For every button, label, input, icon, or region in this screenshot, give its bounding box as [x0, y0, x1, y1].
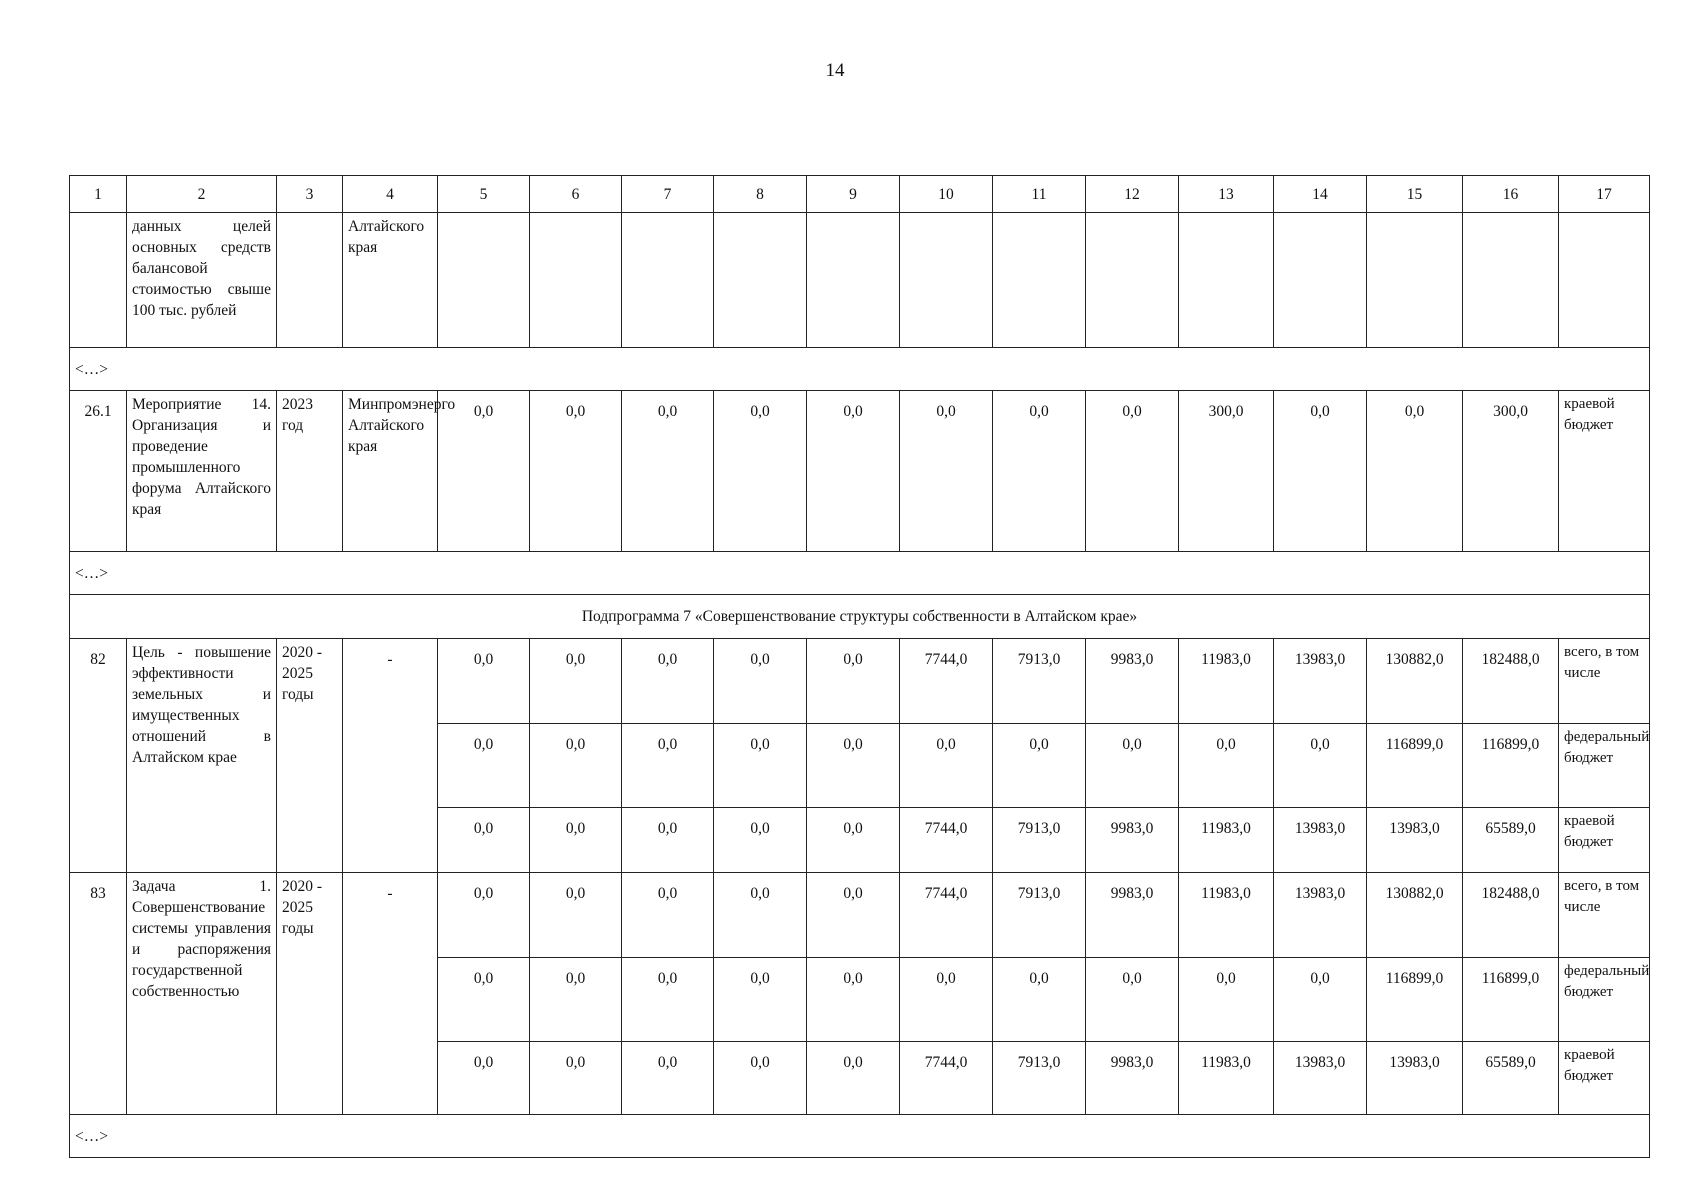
cell-num: 82: [70, 639, 127, 873]
cell-period: 2020 - 2025 годы: [277, 639, 343, 873]
cell-source: краевой бюджет: [1559, 808, 1650, 873]
cell-name: Задача 1. Совершенствование системы управления и распоряжения государственной собственностью: [127, 873, 277, 1115]
column-header: 10: [900, 176, 993, 213]
cell-value: 0,0: [993, 391, 1086, 552]
cell-value: 0,0: [1274, 958, 1367, 1042]
cell-value: 0,0: [438, 958, 530, 1042]
column-header: 9: [807, 176, 900, 213]
cell-value: 0,0: [1274, 391, 1367, 552]
cell-value: 0,0: [807, 639, 900, 724]
cell-name: Цель - повышение эффективности земельных и имущественных отношений в Алтайском крае: [127, 639, 277, 873]
cell-value: 13983,0: [1367, 808, 1463, 873]
cell-value: 0,0: [1086, 391, 1179, 552]
cell-value: 0,0: [622, 958, 714, 1042]
cell-value: 0,0: [714, 958, 807, 1042]
cell-value: 0,0: [714, 724, 807, 808]
cell-value: 0,0: [714, 873, 807, 958]
cell-value: 116899,0: [1367, 958, 1463, 1042]
cell-value: 116899,0: [1367, 724, 1463, 808]
table-row: [70, 213, 1650, 348]
cell-value: 9983,0: [1086, 639, 1179, 724]
cell-value: 9983,0: [1086, 873, 1179, 958]
cell-value: 0,0: [622, 1042, 714, 1115]
column-header: 5: [438, 176, 530, 213]
column-header: 12: [1086, 176, 1179, 213]
cell-value: 116899,0: [1463, 958, 1559, 1042]
cell-value: 0,0: [530, 958, 622, 1042]
cell-value: 0,0: [993, 724, 1086, 808]
cell-value: 13983,0: [1274, 808, 1367, 873]
column-header: 6: [530, 176, 622, 213]
cell-value: 0,0: [438, 808, 530, 873]
column-header: 17: [1559, 176, 1650, 213]
cell-value: 0,0: [714, 1042, 807, 1115]
cell-value: 182488,0: [1463, 639, 1559, 724]
cell-value: 7744,0: [900, 639, 993, 724]
cell-value: 300,0: [1463, 391, 1559, 552]
cell-value: 7913,0: [993, 808, 1086, 873]
cell-num: [70, 213, 127, 348]
cell-value: 0,0: [622, 724, 714, 808]
section-row: [70, 595, 1650, 639]
program-finance-table: [69, 175, 1650, 1158]
column-header: 15: [1367, 176, 1463, 213]
column-header: 1: [70, 176, 127, 213]
cell-value: 0,0: [807, 1042, 900, 1115]
cell-value: 13983,0: [1274, 873, 1367, 958]
column-header: 4: [343, 176, 438, 213]
cell-value: 130882,0: [1367, 873, 1463, 958]
cell-period: [277, 213, 343, 348]
cell-executor: -: [343, 873, 438, 1115]
cell-value: 0,0: [438, 724, 530, 808]
column-header: 11: [993, 176, 1086, 213]
cell-value: 0,0: [807, 724, 900, 808]
table-row-82-a: [70, 639, 1650, 724]
cell-value: 300,0: [1179, 391, 1274, 552]
cell-value: 0,0: [1274, 724, 1367, 808]
table-row-83-a: [70, 873, 1650, 958]
cell-value: 0,0: [714, 639, 807, 724]
column-header: 14: [1274, 176, 1367, 213]
cell-value: 0,0: [622, 639, 714, 724]
cell-value: 0,0: [900, 391, 993, 552]
cell-value: 0,0: [438, 639, 530, 724]
cell-value: 9983,0: [1086, 1042, 1179, 1115]
cell-value: 0,0: [530, 1042, 622, 1115]
column-header: 3: [277, 176, 343, 213]
cell-source: всего, в том числе: [1559, 873, 1650, 958]
cell-source: всего, в том числе: [1559, 639, 1650, 724]
cell-value: 7744,0: [900, 1042, 993, 1115]
cell-value: 0,0: [714, 808, 807, 873]
cell-value: 13983,0: [1274, 639, 1367, 724]
cell-value: 0,0: [530, 873, 622, 958]
gap-row: [70, 348, 1650, 391]
cell-value: 11983,0: [1179, 808, 1274, 873]
cell-value: 130882,0: [1367, 639, 1463, 724]
cell-executor: Минпромэнерго Алтайского края: [343, 391, 438, 552]
section-title: Подпрограмма 7 «Совершенствование структуры собственности в Алтайском крае»: [70, 595, 1650, 639]
cell-value: 11983,0: [1179, 639, 1274, 724]
cell-value: 11983,0: [1179, 1042, 1274, 1115]
cell-period: 2023 год: [277, 391, 343, 552]
cell-value: 7744,0: [900, 808, 993, 873]
column-header: 2: [127, 176, 277, 213]
cell-value: 0,0: [807, 808, 900, 873]
cell-value: 0,0: [993, 958, 1086, 1042]
cell-value: 0,0: [714, 391, 807, 552]
table-row-26-1: [70, 391, 1650, 552]
cell-value: 11983,0: [1179, 873, 1274, 958]
gap-mark: <…>: [70, 348, 1650, 391]
cell-name: Мероприятие 14. Организация и проведение промышленного форума Алтайского края: [127, 391, 277, 552]
cell-name: данных целей основных средств балансовой стоимостью свыше 100 тыс. рублей: [127, 213, 277, 348]
cell-value: 7913,0: [993, 1042, 1086, 1115]
cell-value: 0,0: [622, 808, 714, 873]
cell-value: 0,0: [900, 958, 993, 1042]
cell-executor: Алтайского края: [343, 213, 438, 348]
cell-value: 9983,0: [1086, 808, 1179, 873]
cell-num: 26.1: [70, 391, 127, 552]
cell-value: 0,0: [622, 873, 714, 958]
cell-value: 13983,0: [1274, 1042, 1367, 1115]
cell-value: 7913,0: [993, 639, 1086, 724]
cell-value: 0,0: [1367, 391, 1463, 552]
cell-value: 116899,0: [1463, 724, 1559, 808]
cell-source: краевой бюджет: [1559, 391, 1650, 552]
page-number: 14: [825, 60, 845, 81]
cell-value: 0,0: [530, 724, 622, 808]
cell-period: 2020 - 2025 годы: [277, 873, 343, 1115]
cell-source: федеральный бюджет: [1559, 724, 1650, 808]
cell-value: 0,0: [530, 391, 622, 552]
cell-source: федеральный бюджет: [1559, 958, 1650, 1042]
cell-value: 7744,0: [900, 873, 993, 958]
cell-value: 0,0: [530, 808, 622, 873]
column-header: 8: [714, 176, 807, 213]
cell-value: 0,0: [530, 639, 622, 724]
cell-value: 0,0: [1086, 958, 1179, 1042]
cell-value: 0,0: [1179, 958, 1274, 1042]
column-header: 7: [622, 176, 714, 213]
column-header: 16: [1463, 176, 1559, 213]
cell-value: 0,0: [438, 873, 530, 958]
cell-value: 0,0: [900, 724, 993, 808]
cell-value: 0,0: [438, 391, 530, 552]
header-row: [70, 176, 1650, 213]
cell-source: краевой бюджет: [1559, 1042, 1650, 1115]
gap-mark: <…>: [70, 552, 1650, 595]
cell-value: 65589,0: [1463, 808, 1559, 873]
gap-mark: <…>: [70, 1115, 1650, 1158]
gap-row: [70, 1115, 1650, 1158]
cell-value: 0,0: [438, 1042, 530, 1115]
cell-num: 83: [70, 873, 127, 1115]
gap-row: [70, 552, 1650, 595]
cell-value: 13983,0: [1367, 1042, 1463, 1115]
cell-executor: -: [343, 639, 438, 873]
cell-value: 182488,0: [1463, 873, 1559, 958]
cell-value: 65589,0: [1463, 1042, 1559, 1115]
column-header: 13: [1179, 176, 1274, 213]
cell-value: 7913,0: [993, 873, 1086, 958]
cell-value: 0,0: [807, 958, 900, 1042]
cell-value: 0,0: [1179, 724, 1274, 808]
cell-value: 0,0: [1086, 724, 1179, 808]
cell-value: 0,0: [807, 391, 900, 552]
cell-value: 0,0: [622, 391, 714, 552]
cell-value: 0,0: [807, 873, 900, 958]
